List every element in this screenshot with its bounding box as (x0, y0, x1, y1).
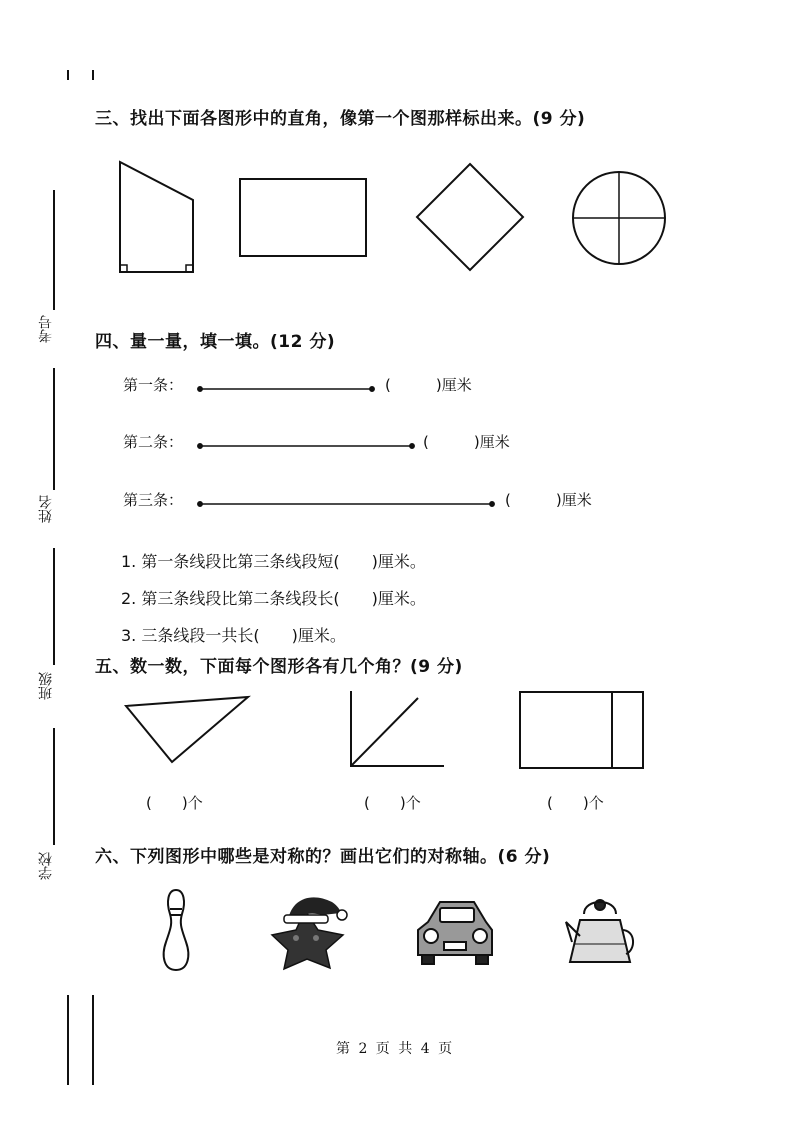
question-1[interactable]: 1. 第一条线段比第三条线段短( )厘米。 (121, 552, 426, 571)
segment-3-answer[interactable]: ( )厘米 (505, 491, 592, 509)
star-with-hat-icon (272, 897, 347, 969)
kettle-icon (566, 900, 633, 962)
side-label-class: 班级 (38, 672, 54, 700)
segment-2-answer[interactable]: ( )厘米 (423, 433, 510, 451)
count-answer-2[interactable]: ( )个 (364, 794, 421, 812)
question-3[interactable]: 3. 三条线段一共长( )厘米。 (121, 626, 346, 645)
count-answer-3[interactable]: ( )个 (547, 794, 604, 812)
page-footer: 第 2 页 共 4 页 (336, 1041, 455, 1057)
side-label-exam-number: 考号 (38, 315, 54, 343)
side-label-school: 学校 (38, 852, 54, 880)
segment-1-answer[interactable]: ( )厘米 (385, 376, 472, 394)
section-5-title: 五、数一数，下面每个图形各有几个角？(9 分) (95, 657, 463, 677)
segment-2-label: 第二条： (123, 433, 184, 451)
segment-3-label: 第三条： (123, 491, 184, 509)
side-label-name: 姓名 (38, 495, 54, 523)
section-3-title: 三、找出下面各图形中的直角，像第一个图那样标出来。(9 分) (95, 109, 586, 129)
count-answer-1[interactable]: ( )个 (146, 794, 203, 812)
bowling-pin-icon (164, 890, 189, 970)
car-icon (418, 902, 492, 964)
segment-1-label: 第一条： (123, 376, 184, 394)
question-2[interactable]: 2. 第三条线段比第二条线段长( )厘米。 (121, 589, 426, 608)
section-4-title: 四、量一量，填一填。(12 分) (95, 332, 336, 352)
section-6-title: 六、下列图形中哪些是对称的？画出它们的对称轴。(6 分) (95, 847, 551, 867)
